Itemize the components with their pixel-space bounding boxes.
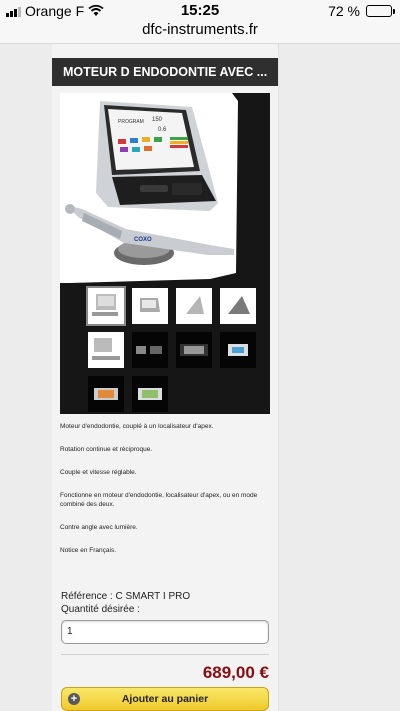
product-page: [52, 44, 278, 711]
thumbnail[interactable]: [88, 332, 124, 368]
quantity-input[interactable]: 1: [61, 620, 269, 644]
clock: 15:25: [180, 2, 220, 19]
divider: [61, 654, 269, 655]
thumbnail[interactable]: [132, 376, 168, 412]
description-line: Moteur d'endodontie, couplé à un localisateur d'apex.: [60, 423, 214, 430]
add-to-cart-button[interactable]: [61, 687, 269, 711]
description-line: Notice en Français.: [60, 547, 116, 554]
thumbnail[interactable]: [220, 288, 256, 324]
product-description: [60, 422, 272, 569]
page-edge: [278, 44, 279, 711]
screen-value-1: 150: [152, 117, 163, 123]
thumbnail[interactable]: [132, 332, 168, 368]
thumbnail[interactable]: [220, 332, 256, 368]
quantity-label: Quantité désirée :: [61, 604, 140, 615]
product-reference: Référence : C SMART I PRO: [61, 591, 191, 602]
thumbnail[interactable]: [176, 288, 212, 324]
product-gallery: [60, 93, 270, 414]
thumbnail[interactable]: [88, 288, 124, 324]
thumbnail[interactable]: [132, 288, 168, 324]
status-bar: [0, 0, 400, 22]
url-domain: dfc-instruments.fr: [142, 21, 258, 38]
plus-icon: +: [68, 693, 80, 705]
handpiece-brand: COXO: [134, 237, 152, 243]
product-title: MOTEUR D ENDODONTIE AVEC ...: [52, 58, 278, 86]
add-to-cart-label: Ajouter au panier: [121, 693, 209, 705]
screen-value-2: 0.6: [158, 127, 167, 133]
battery-percent: 72 %: [328, 3, 360, 19]
battery-icon: [366, 5, 392, 17]
description-line: Couple et vitesse réglable.: [60, 469, 137, 476]
main-product-image[interactable]: [60, 93, 270, 283]
description-line: Fonctionne en moteur d'endodontie, localisateur d'apex, ou en mode combiné des deux.: [60, 492, 258, 508]
description-line: Rotation continue et réciproque.: [60, 446, 153, 453]
description-line: Contre angle avec lumière.: [60, 524, 138, 531]
screen-label: PROGRAM: [118, 119, 144, 125]
url-bar[interactable]: [0, 22, 400, 44]
thumbnail[interactable]: [176, 332, 212, 368]
thumbnail[interactable]: [88, 376, 124, 412]
carrier-name: Orange F: [25, 3, 85, 19]
product-price: 689,00 €: [202, 663, 269, 682]
